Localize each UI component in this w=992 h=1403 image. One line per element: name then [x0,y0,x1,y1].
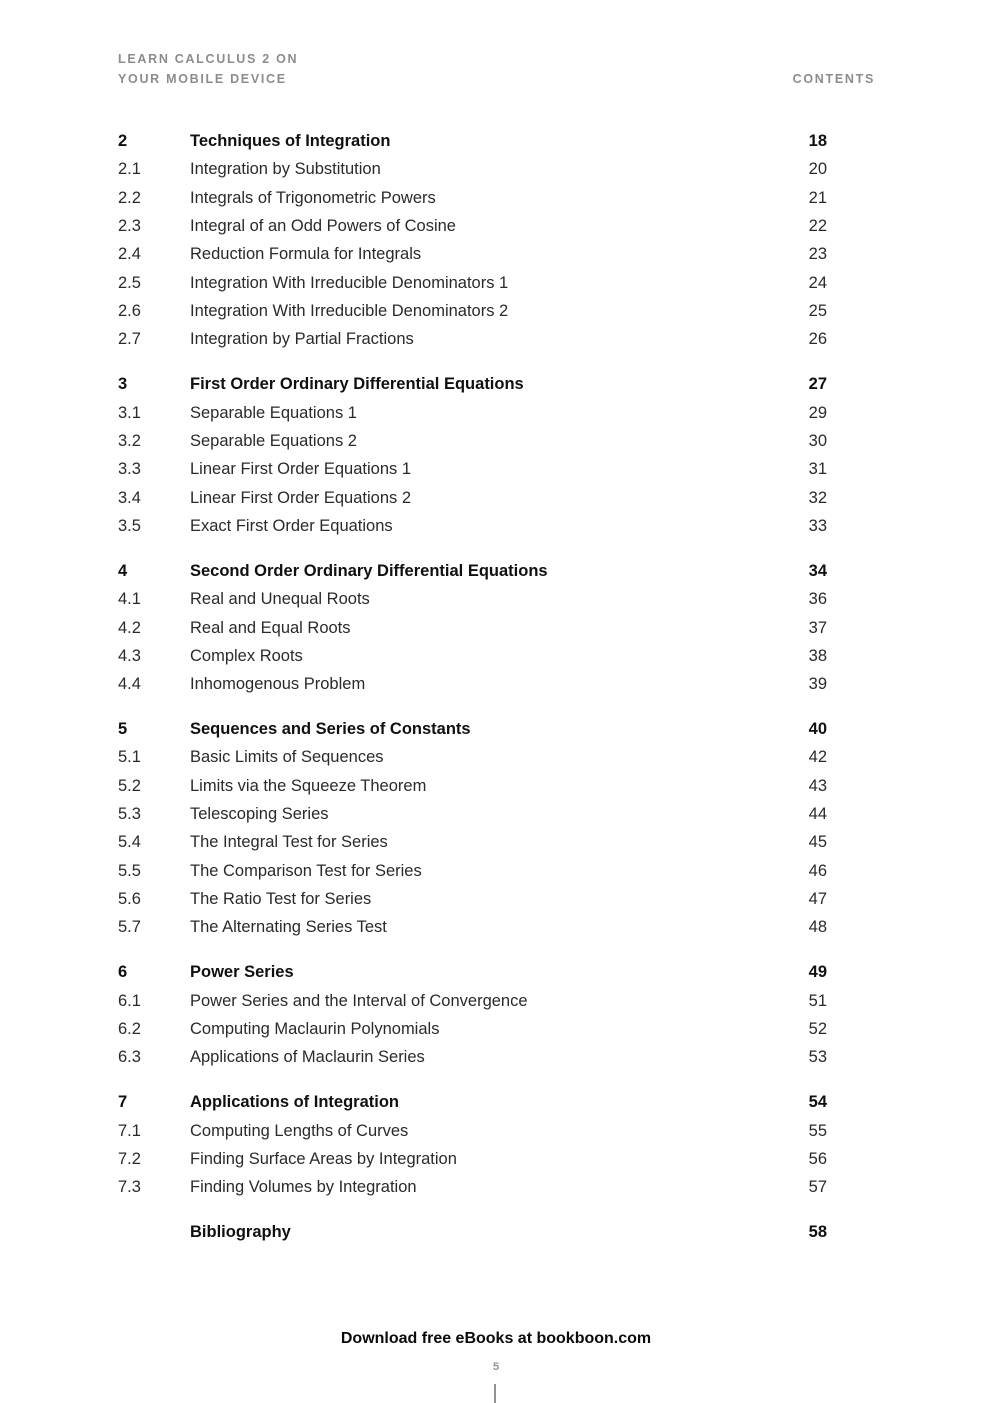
toc-entry-5.1[interactable] [118,743,827,771]
toc-section-2[interactable] [118,127,827,155]
toc-entry-number: 2.5 [118,273,141,292]
toc-entry-3.3[interactable] [118,455,827,483]
toc-section-6[interactable] [118,958,827,986]
toc-entry-page: 36 [808,590,827,609]
toc-entry-number: 6.3 [118,1048,141,1067]
toc-entry-title: Computing Lengths of Curves [190,1121,409,1140]
toc-entry-number: 2.7 [118,330,141,349]
toc-entry-number: 4.2 [118,618,141,637]
toc-entry-4.2[interactable] [118,614,827,642]
toc-entry-title: Computing Maclaurin Polynomials [190,1019,440,1038]
toc-entry-title: Finding Volumes by Integration [190,1178,417,1197]
toc-entry-number: 4.4 [118,675,141,694]
toc-entry-page: 51 [808,991,827,1010]
toc-entry-4.3[interactable] [118,642,827,670]
toc-entry-number: 5.4 [118,833,141,852]
toc-entry-number: 2.2 [118,188,141,207]
footer-divider-line [494,1384,496,1403]
toc-entry-title: Real and Equal Roots [190,618,351,637]
table-of-contents [118,127,827,1246]
book-title [118,49,298,89]
toc-entry-number: 6 [118,963,128,982]
toc-entry-title: The Integral Test for Series [190,833,388,852]
toc-entry-title: Complex Roots [190,646,303,665]
toc-entry-number: 2.6 [118,302,141,321]
toc-entry-page: 58 [808,1223,827,1242]
toc-entry-number: 4 [118,561,128,580]
toc-entry-number: 2 [118,132,128,150]
toc-entry-number: 7.2 [118,1149,141,1168]
toc-entry-title: Sequences and Series of Constants [190,720,471,739]
toc-entry-number: 4.1 [118,590,141,609]
toc-entry-title: The Alternating Series Test [190,918,387,937]
toc-entry-page: 46 [808,861,827,880]
toc-entry-title: Separable Equations 2 [190,431,357,450]
toc-entry-page: 57 [808,1178,827,1197]
toc-entry-number: 3 [118,375,128,394]
toc-entry-title: Applications of Maclaurin Series [190,1048,425,1067]
toc-section-7[interactable] [118,1088,827,1116]
footer-download-link[interactable]: Download free eBooks at bookboon.com [340,1330,652,1347]
toc-entry-title: The Comparison Test for Series [190,861,422,880]
toc-entry-page: 38 [808,646,827,665]
toc-entry-title: Integrals of Trigonometric Powers [190,188,436,207]
toc-entry-title: Telescoping Series [190,805,329,824]
toc-entry-number: 3.5 [118,516,141,535]
toc-entry-page: 52 [808,1019,827,1038]
toc-entry-title: Inhomogenous Problem [190,675,366,694]
toc-entry-title: Applications of Integration [190,1093,399,1112]
toc-entry-page: 30 [808,431,827,450]
toc-section-3[interactable] [118,370,827,398]
toc-entry-page: 37 [808,618,827,637]
toc-entry-4.4[interactable] [118,670,827,698]
toc-entry-page: 18 [808,132,827,150]
toc-entry-number: 2.1 [118,160,141,179]
toc-entry-title: The Ratio Test for Series [190,890,372,909]
toc-entry-number: 5 [118,720,128,739]
toc-entry-page: 33 [808,516,827,535]
toc-section-5[interactable] [118,715,827,743]
toc-entry-title: Integration With Irreducible Denominators 1 [190,273,509,292]
toc-entry-page: 20 [808,160,827,179]
toc-entry-page: 42 [808,748,827,767]
toc-entry-2.7[interactable] [118,325,827,353]
toc-entry-title: Integration by Partial Fractions [190,330,414,349]
toc-entry-title: Integration With Irreducible Denominators 2 [190,302,509,321]
toc-entry-number: 2.3 [118,217,141,236]
toc-entry-number: 5.1 [118,748,141,767]
toc-entry-page: 24 [808,273,827,292]
toc-entry-number: 5.6 [118,890,141,909]
toc-entry-title: Limits via the Squeeze Theorem [190,776,427,795]
toc-entry-2.5[interactable] [118,269,827,297]
toc-entry-6.2[interactable] [118,1015,827,1043]
toc-entry-title: Power Series and the Interval of Convergence [190,991,528,1010]
toc-entry-page: 21 [808,188,827,207]
toc-entry-page: 40 [808,720,827,739]
toc-entry-5.3[interactable] [118,800,827,828]
toc-entry-7.3[interactable] [118,1173,827,1201]
toc-entry-title: Reduction Formula for Integrals [190,245,422,264]
toc-entry-number: 5.7 [118,918,141,937]
toc-entry-7.2[interactable] [118,1145,827,1173]
toc-entry-title: Linear First Order Equations 1 [190,460,412,479]
toc-entry-number: 4.3 [118,646,141,665]
toc-entry-7.1[interactable] [118,1117,827,1145]
toc-entry-page: 49 [808,963,827,982]
toc-entry-5.5[interactable] [118,857,827,885]
toc-entry-number: 5.3 [118,805,141,824]
toc-entry-title: Integral of an Odd Powers of Cosine [190,217,456,236]
toc-entry-number: 6.1 [118,991,141,1010]
toc-entry-5.6[interactable] [118,885,827,913]
toc-entry-5.7[interactable] [118,913,827,941]
toc-entry-page: 22 [808,217,827,236]
toc-entry-page: 34 [808,561,827,580]
toc-entry-page: 25 [808,302,827,321]
toc-entry-page: 53 [808,1048,827,1067]
toc-entry-title: Exact First Order Equations [190,516,393,535]
toc-entry-title: Techniques of Integration [190,132,391,150]
contents-label: CONTENTS [792,72,875,86]
toc-entry-6.3[interactable] [118,1043,827,1071]
toc-entry-2.4[interactable] [118,240,827,268]
toc-entry-page: 31 [808,460,827,479]
toc-entry-3.4[interactable] [118,484,827,512]
toc-entry-number: 5.5 [118,861,141,880]
toc-entry-page: 45 [808,833,827,852]
toc-entry-number: 6.2 [118,1019,141,1038]
toc-entry-page: 43 [808,776,827,795]
toc-entry-number: 2.4 [118,245,141,264]
toc-entry-title: First Order Ordinary Differential Equations [190,375,524,394]
toc-entry-number: 7 [118,1093,128,1112]
toc-entry-3.2[interactable] [118,427,827,455]
toc-entry-page: 39 [808,675,827,694]
toc-entry-page: 26 [808,330,827,349]
toc-entry-title: Real and Unequal Roots [190,590,370,609]
toc-entry-title: Separable Equations 1 [190,403,357,422]
toc-entry-3.1[interactable] [118,399,827,427]
toc-entry-2.1[interactable] [118,155,827,183]
toc-entry-number: 7.3 [118,1178,141,1197]
toc-entry-number: 3.4 [118,488,141,507]
toc-entry-page: 29 [808,403,827,422]
toc-entry-page: 54 [808,1093,827,1112]
toc-entry-number: 5.2 [118,776,141,795]
toc-entry-title: Linear First Order Equations 2 [190,488,412,507]
toc-section-4[interactable] [118,557,827,585]
toc-entry-page: 32 [808,488,827,507]
toc-entry-page: 23 [808,245,827,264]
toc-entry-page: 47 [808,890,827,909]
page-number: 5 [492,1361,500,1373]
toc-entry-3.5[interactable] [118,512,827,540]
book-title-line1: LEARN CALCULUS 2 ON [118,52,299,66]
toc-entry-title: Power Series [190,963,294,982]
toc-entry-number: 7.1 [118,1121,141,1140]
toc-entry-title: Second Order Ordinary Differential Equations [190,561,548,580]
toc-entry-page: 56 [808,1149,827,1168]
toc-entry-page: 48 [808,918,827,937]
toc-entry-2.3[interactable] [118,212,827,240]
toc-bibliography[interactable] [118,1218,827,1246]
toc-entry-page: 44 [808,805,827,824]
book-title-line2: YOUR MOBILE DEVICE [118,72,287,86]
toc-entry-page: 27 [808,375,827,394]
toc-entry-6.1[interactable] [118,987,827,1015]
toc-entry-4.1[interactable] [118,585,827,613]
toc-entry-5.2[interactable] [118,772,827,800]
toc-entry-number: 3.2 [118,431,141,450]
toc-entry-title: Basic Limits of Sequences [190,748,384,767]
toc-entry-page: 55 [808,1121,827,1140]
toc-entry-2.6[interactable] [118,297,827,325]
running-header [118,49,875,89]
toc-entry-number: 3.1 [118,403,141,422]
toc-entry-5.4[interactable] [118,828,827,856]
toc-entry-title: Finding Surface Areas by Integration [190,1149,457,1168]
toc-entry-2.2[interactable] [118,184,827,212]
toc-entry-title: Bibliography [190,1223,291,1242]
toc-entry-number: 3.3 [118,460,141,479]
toc-entry-title: Integration by Substitution [190,160,381,179]
